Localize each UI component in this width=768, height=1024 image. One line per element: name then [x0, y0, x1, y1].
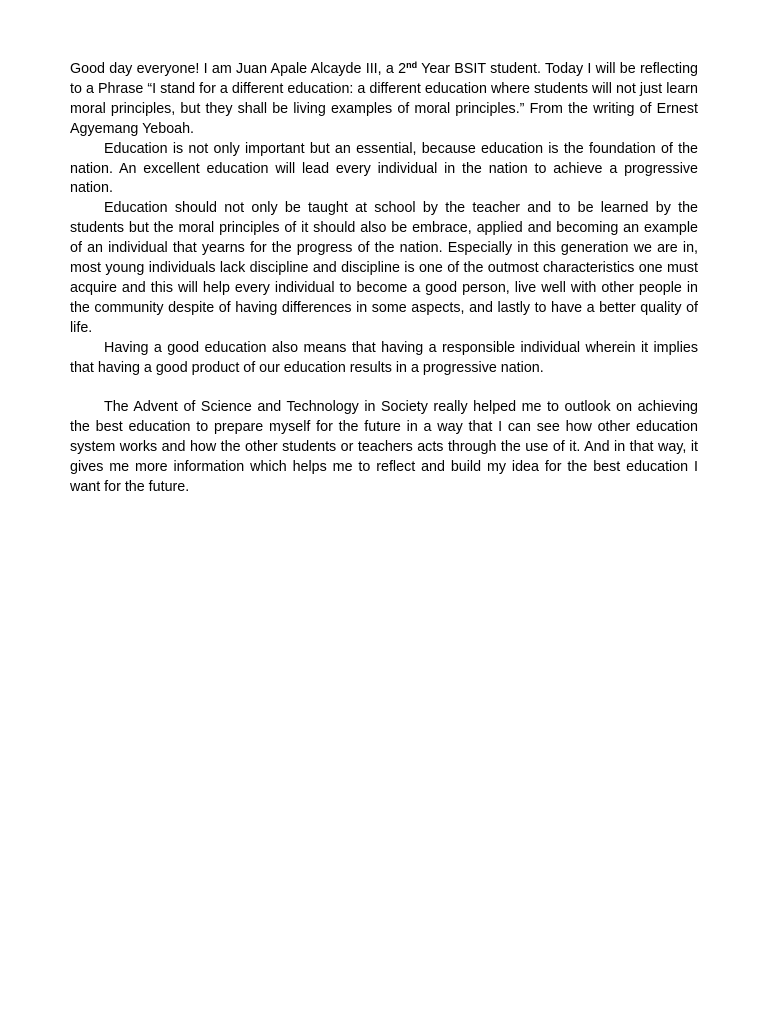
intro-text-end: Year BSIT student. Today I will be reflecting to a Phrase “I stand for a different education: a different education where students will not just learn moral principles, but they shall be living examples of moral principles.” From the writing of Ernest Agyemang Yeboah.: [70, 61, 698, 137]
paragraph-good-education: Having a good education also means that having a responsible individual wherein it implies that having a good product of our education results in a progressive nation.: [70, 339, 698, 376]
ordinal-suffix: nd: [406, 60, 418, 70]
paragraph-importance: Education is not only important but an essential, because education is the foundation of the nation. An excellent education will lead every individual in the nation to achieve a progressive nation.: [70, 140, 698, 197]
paragraph-moral-principles: Education should not only be taught at school by the teacher and to be learned by the students but the moral principles of it should also be embrace, applied and becoming an example of an individual that yearns for the progress of the nation. Especially in this generation we are in, most young individuals lack discipline and discipline is one of the outmost characteristics one must acquire and this will help every individual to become a good person, live well with other people in the community despite of having differences in some aspects, and lastly to have a better quality of life.: [70, 200, 698, 336]
paragraph-science-technology: The Advent of Science and Technology in Society really helped me to outlook on achieving the best education to prepare myself for the future in a way that I can see how other education system works and how the other students or teachers acts through the use of it. And in that way, it gives me more information which helps me to reflect and build my idea for the best education I want for the future.: [70, 399, 698, 496]
document-body: [70, 60, 698, 498]
intro-text-start: Good day everyone! I am Juan Apale Alcayde III, a 2: [70, 61, 407, 77]
intro-paragraph: [70, 60, 698, 140]
paragraph-gap: [70, 379, 698, 399]
